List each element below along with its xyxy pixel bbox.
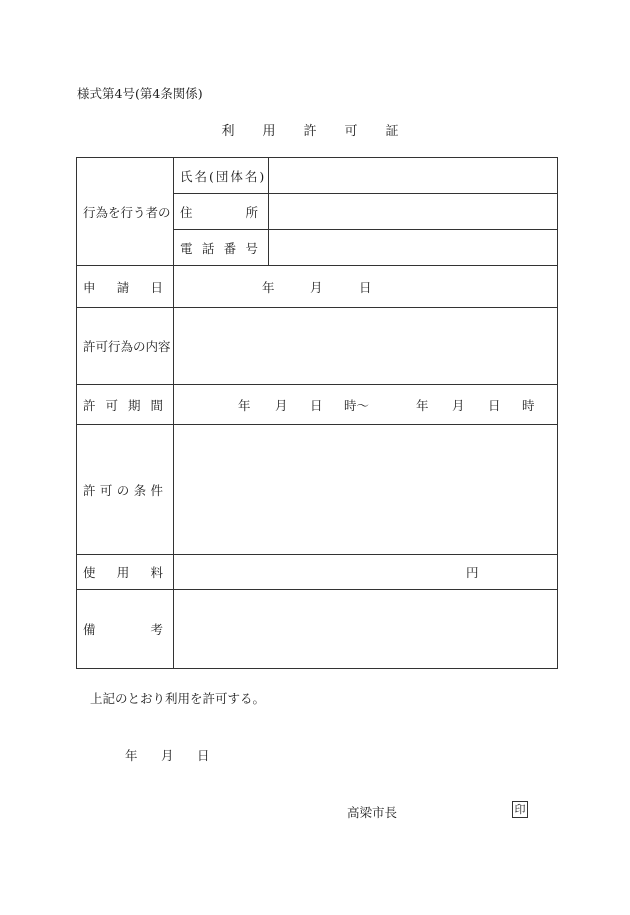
application-date-label: 申 請 日 — [77, 266, 174, 308]
name-label: 氏名(団体名) — [174, 158, 269, 194]
form-number: 様式第4号(第4条関係) — [77, 86, 203, 101]
activity-content-label: 許可行為の内容 — [77, 308, 174, 385]
phone-field[interactable] — [269, 230, 558, 266]
permit-period-field[interactable]: 年 月 日 時〜 年 月 日 時 — [174, 385, 558, 425]
issuer-name: 高梁市長 — [347, 805, 398, 820]
activity-content-field[interactable] — [174, 308, 558, 385]
issue-year-label: 年 — [125, 748, 138, 763]
usage-fee-field[interactable]: 円 — [174, 555, 558, 590]
permit-form-table — [76, 157, 558, 669]
remarks-field[interactable] — [174, 590, 558, 669]
name-field[interactable] — [269, 158, 558, 194]
document-title: 利用許可証 — [221, 124, 427, 139]
permit-period-label: 許 可 期 間 — [77, 385, 174, 425]
permit-conditions-label: 許 可 の 条 件 — [77, 425, 174, 555]
application-date-field[interactable]: 年 月 日 — [174, 266, 558, 308]
applicant-group-label: 行為を行う者の — [77, 158, 174, 266]
seal-mark: 印 — [512, 801, 528, 818]
phone-label: 電 話 番 号 — [174, 230, 269, 266]
permit-conditions-field[interactable] — [174, 425, 558, 555]
issue-day-label: 日 — [197, 748, 210, 763]
usage-fee-label: 使 用 料 — [77, 555, 174, 590]
remarks-label: 備 考 — [77, 590, 174, 669]
issue-month-label: 月 — [161, 748, 174, 763]
address-label: 住 所 — [174, 194, 269, 230]
permission-statement: 上記のとおり利用を許可する。 — [90, 691, 266, 706]
address-field[interactable] — [269, 194, 558, 230]
